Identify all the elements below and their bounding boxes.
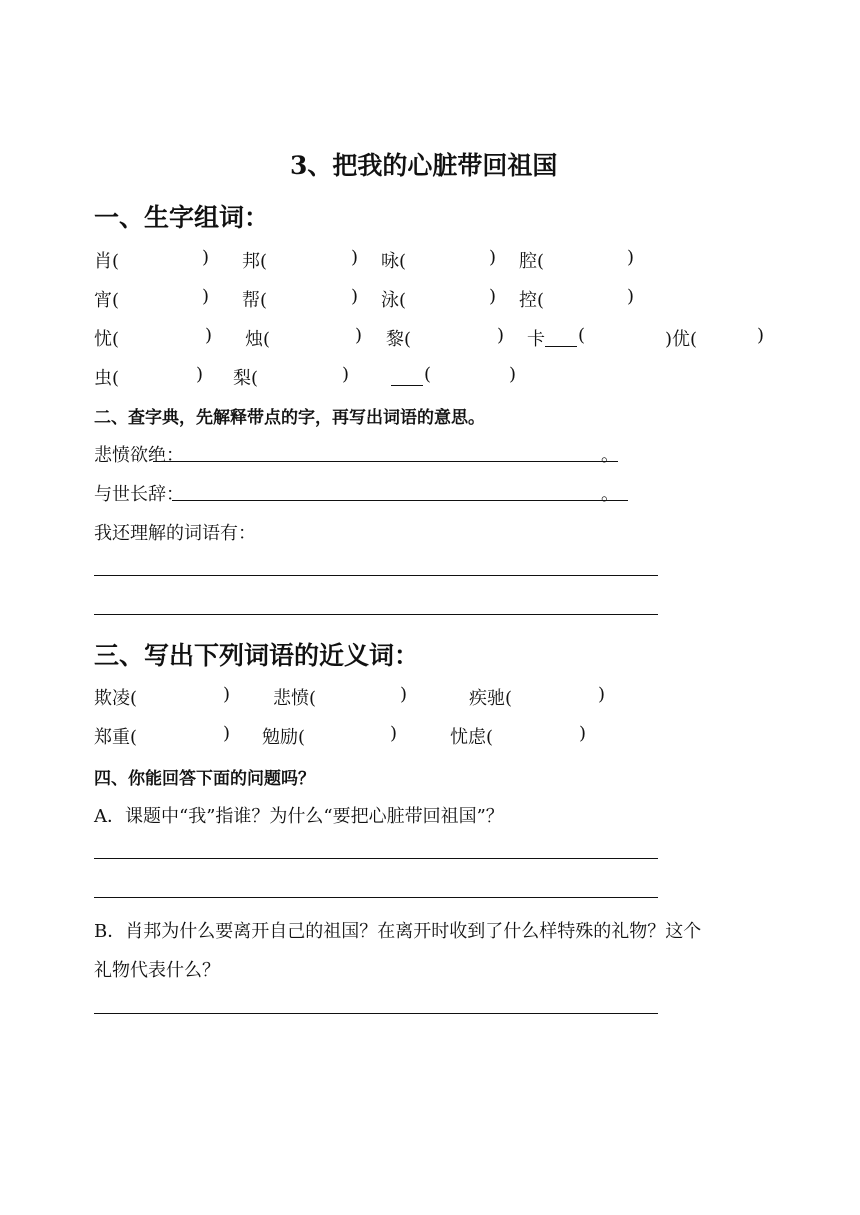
fill-underline[interactable] xyxy=(391,385,423,386)
paren-close: ) xyxy=(627,247,635,268)
char-label: 卡 xyxy=(527,329,545,350)
answer-line[interactable] xyxy=(94,897,658,898)
paren-close: ) xyxy=(342,364,350,385)
word-blank[interactable]: 勉励( xyxy=(262,727,306,748)
char-blank[interactable]: 肖( xyxy=(94,251,120,272)
paren-close: ) xyxy=(202,286,210,307)
section4-heading: 四、你能回答下面的问题吗？ xyxy=(94,769,315,789)
char-blank[interactable]: )优( xyxy=(665,329,698,350)
char-blank[interactable]: 黎( xyxy=(386,329,412,350)
worksheet-title: 3、把我的心脏带回祖国 xyxy=(290,151,558,180)
paren-close: ) xyxy=(223,684,231,705)
answer-line[interactable] xyxy=(172,500,628,501)
term-label: 与世长辞： xyxy=(94,484,184,505)
paren-close: ) xyxy=(509,364,517,385)
char-blank[interactable]: 宵( xyxy=(94,290,120,311)
paren-close: ) xyxy=(196,364,204,385)
question-b-line1: B．肖邦为什么要离开自己的祖国？在离开时收到了什么样特殊的礼物？这个 xyxy=(94,921,702,942)
more-words-label: 我还理解的词语有： xyxy=(94,523,256,544)
paren-open[interactable]: ( xyxy=(424,364,432,385)
question-b-line2: 礼物代表什么？ xyxy=(94,960,220,981)
paren-close: ) xyxy=(579,723,587,744)
question-a: A．课题中“我”指谁？为什么“要把心脏带回祖国”？ xyxy=(94,806,504,827)
paren-close: ) xyxy=(627,286,635,307)
paren-close: ) xyxy=(223,723,231,744)
sentence-end: 。 xyxy=(601,445,619,466)
section2-heading: 二、查字典，先解释带点的字，再写出词语的意思。 xyxy=(94,408,485,428)
char-blank[interactable]: 梨( xyxy=(233,368,259,389)
paren-close: ) xyxy=(489,286,497,307)
term-label: 悲愤欲绝： xyxy=(94,445,184,466)
char-blank[interactable]: 烛( xyxy=(245,329,271,350)
section3-heading: 三、写出下列词语的近义词： xyxy=(94,641,420,670)
word-blank[interactable]: 忧虑( xyxy=(450,727,494,748)
char-blank[interactable]: 忧( xyxy=(94,329,120,350)
fill-underline[interactable] xyxy=(545,346,577,347)
paren-close: ) xyxy=(400,684,408,705)
char-blank[interactable]: 控( xyxy=(519,290,545,311)
word-blank[interactable]: 疾驰( xyxy=(469,688,513,709)
paren-close: ) xyxy=(205,325,213,346)
answer-line[interactable] xyxy=(94,614,658,615)
answer-line[interactable] xyxy=(153,461,618,462)
char-blank[interactable]: 邦( xyxy=(242,251,268,272)
paren-close: ) xyxy=(355,325,363,346)
paren-close: ) xyxy=(489,247,497,268)
char-blank[interactable]: 腔( xyxy=(519,251,545,272)
char-blank[interactable]: 帮( xyxy=(242,290,268,311)
paren-close: ) xyxy=(497,325,505,346)
word-blank[interactable]: 欺凌( xyxy=(94,688,138,709)
char-blank[interactable]: 虫( xyxy=(94,368,120,389)
paren-close: ) xyxy=(598,684,606,705)
char-blank[interactable]: 泳( xyxy=(381,290,407,311)
paren-close: ) xyxy=(351,286,359,307)
char-blank[interactable]: 咏( xyxy=(381,251,407,272)
paren-close: ) xyxy=(390,723,398,744)
answer-line[interactable] xyxy=(94,858,658,859)
paren-close: ) xyxy=(202,247,210,268)
paren-close: ) xyxy=(757,325,765,346)
answer-line[interactable] xyxy=(94,575,658,576)
word-blank[interactable]: 悲愤( xyxy=(273,688,317,709)
paren-close: ) xyxy=(351,247,359,268)
answer-line[interactable] xyxy=(94,1013,658,1014)
sentence-end: 。 xyxy=(601,484,619,505)
paren-open[interactable]: ( xyxy=(578,325,586,346)
section1-heading: 一、生字组词： xyxy=(94,203,270,232)
word-blank[interactable]: 郑重( xyxy=(94,727,138,748)
